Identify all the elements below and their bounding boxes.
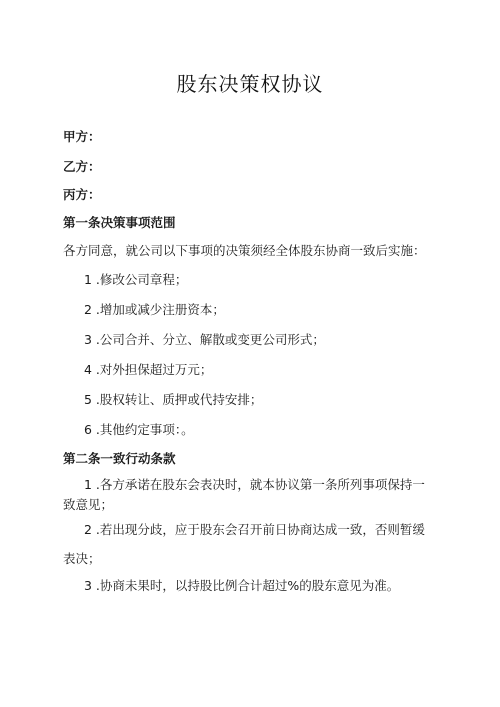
article-1-heading: 第一条决策事项范围 xyxy=(63,215,176,230)
party-b-label: 乙方： xyxy=(63,159,101,174)
article-2-item-continuation: 表决； xyxy=(63,551,101,566)
article-1-item: 5 .股权转让、质押或代持安排； xyxy=(84,392,263,407)
article-2-heading: 第二条一致行动条款 xyxy=(63,451,176,466)
article-1-item: 6 .其他约定事项：。 xyxy=(84,422,194,437)
article-1-item: 4 .对外担保超过万元； xyxy=(84,362,213,377)
article-1-item: 2 .增加或减少注册资本； xyxy=(84,302,225,317)
article-2-item: 2 .若出现分歧，应于股东会召开前日协商达成一致，否则暂缓 xyxy=(84,522,425,537)
article-1-item: 3 .公司合并、分立、解散或变更公司形式； xyxy=(84,332,325,347)
party-a-label: 甲方： xyxy=(63,129,101,144)
article-1-item: 1 .修改公司章程； xyxy=(84,272,188,287)
article-2-item: 1 .各方承诺在股东会表决时，就本协议第一条所列事项保持一致意见； xyxy=(63,477,425,512)
article-1-intro: 各方同意，就公司以下事项的决策须经全体股东协商一致后实施： xyxy=(63,243,426,258)
article-2-item: 3 .协商未果时，以持股比例合计超过%的股东意见为准。 xyxy=(84,578,400,593)
party-c-label: 丙方： xyxy=(63,187,101,202)
document-title: 股东决策权协议 xyxy=(176,72,324,96)
